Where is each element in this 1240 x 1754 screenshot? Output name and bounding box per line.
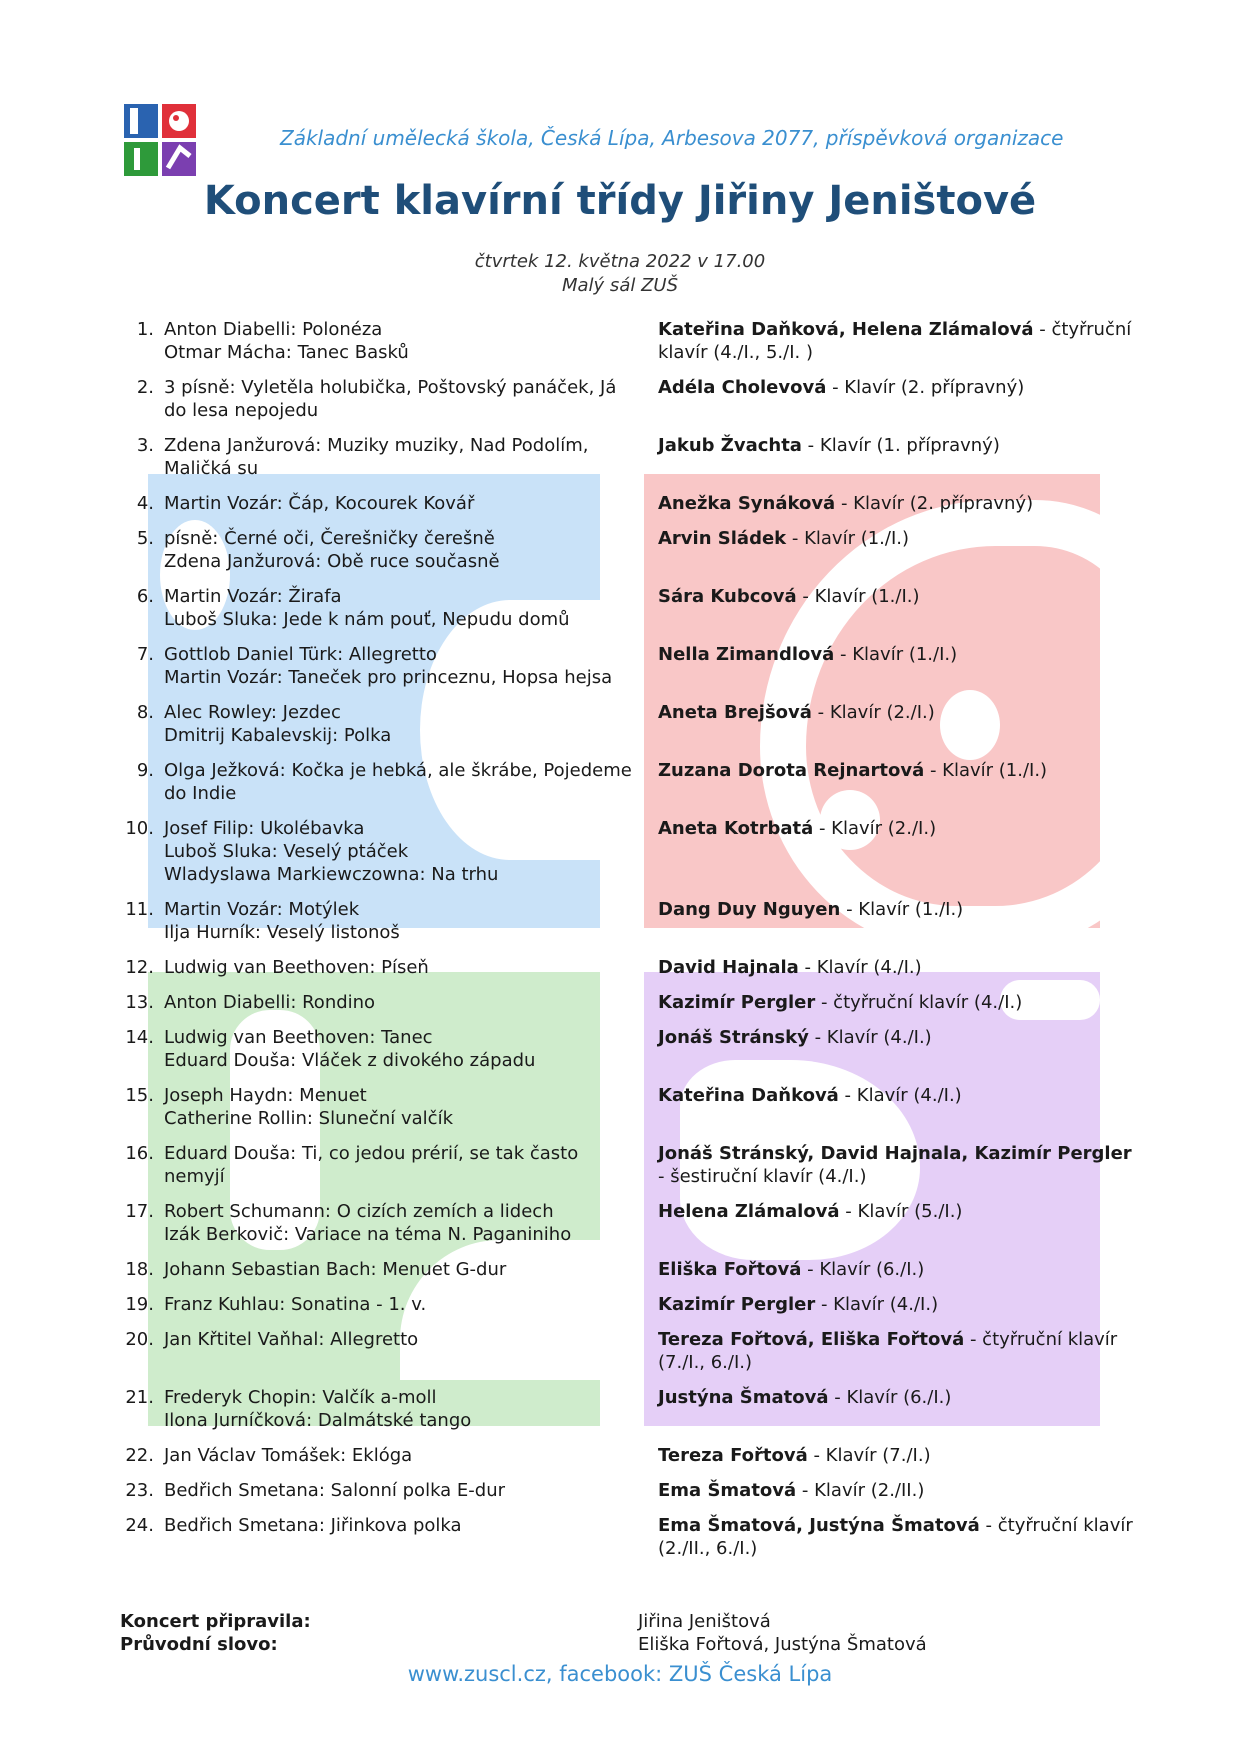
program-item-piece: Anton Diabelli: Rondino xyxy=(164,992,376,1013)
program-item-performer xyxy=(658,434,1134,480)
program-item-performer xyxy=(658,1084,1134,1130)
program-item-number: 7. xyxy=(136,644,154,665)
program-item-piece: Martin Vozár: Žirafa Luboš Sluka: Jede k nám pouť, Nepudu domů xyxy=(164,586,570,630)
program-item-piece: Alec Rowley: Jezdec Dmitrij Kabalevskij: Polka xyxy=(164,702,392,746)
program-item xyxy=(114,759,1134,805)
program-list xyxy=(114,318,1134,1572)
program-item-performer xyxy=(658,817,1134,886)
program-item-piece: Frederyk Chopin: Valčík a-moll Ilona Jurníčková: Dalmátské tango xyxy=(164,1387,472,1431)
performer-name: Helena Zlámalová xyxy=(658,1201,840,1222)
performer-instrument: - Klavír (2. přípravný) xyxy=(826,377,1025,398)
program-item-piece: 3 písně: Vyletěla holubička, Poštovský panáček, Já do lesa nepojedu xyxy=(164,377,617,421)
performer-instrument: - Klavír (4./I.) xyxy=(798,957,922,978)
performer-name: Justýna Šmatová xyxy=(658,1387,829,1408)
performer-name: David Hajnala xyxy=(658,957,799,978)
program-item xyxy=(114,318,1134,364)
prepared-label: Koncert připravila: xyxy=(120,1611,311,1632)
performer-instrument: - Klavír (4./I.) xyxy=(815,1294,939,1315)
program-item-number: 16. xyxy=(125,1143,154,1164)
program-item xyxy=(114,1444,1134,1467)
program-item-piece: písně: Černé oči, Čerešničky čerešně Zdena Janžurová: Obě ruce současně xyxy=(164,528,500,572)
performer-instrument: - Klavír (7./I.) xyxy=(807,1445,931,1466)
program-item-number: 4. xyxy=(136,493,154,514)
program-item xyxy=(114,1200,1134,1246)
program-item xyxy=(114,1328,1134,1374)
program-item-number: 14. xyxy=(125,1027,154,1048)
program-item-performer xyxy=(658,1293,1134,1316)
performer-instrument: - čtyřruční klavír (2./II., 6./I.) xyxy=(658,1515,1133,1559)
performer-instrument: - Klavír (1./I.) xyxy=(834,644,958,665)
program-item xyxy=(114,1479,1134,1502)
performer-name: Kateřina Daňková xyxy=(658,1085,839,1106)
performer-name: Dang Duy Nguyen xyxy=(658,899,841,920)
program-item-performer xyxy=(658,1386,1134,1432)
speech-label: Průvodní slovo: xyxy=(120,1634,278,1655)
program-item-performer xyxy=(658,956,1134,979)
school-logo xyxy=(124,104,196,176)
program-item-performer xyxy=(658,1514,1134,1560)
program-item-piece: Jan Křtitel Vaňhal: Allegretto xyxy=(164,1329,419,1350)
program-item-piece: Bedřich Smetana: Salonní polka E-dur xyxy=(164,1480,506,1501)
performer-instrument: - Klavír (5./I.) xyxy=(839,1201,963,1222)
performer-name: Sára Kubcová xyxy=(658,586,797,607)
program-item xyxy=(114,898,1134,944)
program-item-piece: Johann Sebastian Bach: Menuet G-dur xyxy=(164,1259,507,1280)
program-item-performer xyxy=(658,701,1134,747)
performer-name: Adéla Cholevová xyxy=(658,377,827,398)
performer-name: Ema Šmatová, Justýna Šmatová xyxy=(658,1515,980,1536)
performer-name: Kateřina Daňková, Helena Zlámalová xyxy=(658,319,1034,340)
performer-name: Jonáš Stránský xyxy=(658,1027,809,1048)
program-item-piece: Ludwig van Beethoven: Píseň xyxy=(164,957,429,978)
performer-instrument: - šestiruční klavír (4./I.) xyxy=(658,1166,867,1187)
performer-name: Aneta Kotrbatá xyxy=(658,818,814,839)
performer-instrument: - Klavír (6./I.) xyxy=(828,1387,952,1408)
performer-name: Aneta Brejšová xyxy=(658,702,812,723)
program-item-number: 17. xyxy=(125,1201,154,1222)
program-item-piece: Joseph Haydn: Menuet Catherine Rollin: Sluneční valčík xyxy=(164,1085,454,1129)
performer-name: Anežka Synáková xyxy=(658,493,836,514)
program-item-performer xyxy=(658,527,1134,573)
program-item xyxy=(114,585,1134,631)
program-item xyxy=(114,376,1134,422)
program-item xyxy=(114,1386,1134,1432)
prepared-value: Jiřina Jeništová xyxy=(638,1611,771,1632)
page-title: Koncert klavírní třídy Jiřiny Jeništové xyxy=(203,178,1037,224)
program-item-number: 5. xyxy=(136,528,154,549)
performer-name: Kazimír Pergler xyxy=(658,992,816,1013)
program-item-piece: Franz Kuhlau: Sonatina - 1. v. xyxy=(164,1294,427,1315)
program-item-number: 1. xyxy=(136,319,154,340)
program-item-performer xyxy=(658,643,1134,689)
performer-instrument: - čtyřruční klavír (7./I., 6./I.) xyxy=(658,1329,1118,1373)
program-item xyxy=(114,1084,1134,1130)
program-item-performer xyxy=(658,898,1134,944)
performer-instrument: - Klavír (2. přípravný) xyxy=(835,493,1034,514)
program-item-piece: Martin Vozár: Motýlek Ilja Hurník: Veselý listonoš xyxy=(164,899,400,943)
program-item-performer xyxy=(658,376,1134,422)
program-item-number: 9. xyxy=(136,760,154,781)
program-item-performer xyxy=(658,759,1134,805)
program-item-piece: Gottlob Daniel Türk: Allegretto Martin Vozár: Taneček pro princeznu, Hopsa hejsa xyxy=(164,644,613,688)
performer-instrument: - Klavír (2./I.) xyxy=(813,818,937,839)
program-item-number: 12. xyxy=(125,957,154,978)
performer-instrument: - Klavír (4./I.) xyxy=(808,1027,932,1048)
performer-instrument: - Klavír (1./I.) xyxy=(840,899,964,920)
program-item xyxy=(114,1026,1134,1072)
program-item-piece: Jan Václav Tomášek: Eklóga xyxy=(164,1445,413,1466)
performer-instrument: - Klavír (1. přípravný) xyxy=(801,435,1000,456)
performer-instrument: - Klavír (2./I.) xyxy=(811,702,935,723)
performer-instrument: - Klavír (1./I.) xyxy=(786,528,910,549)
speech-value: Eliška Fořtová, Justýna Šmatová xyxy=(638,1634,927,1655)
performer-instrument: - Klavír (1./I.) xyxy=(924,760,1048,781)
program-item-number: 24. xyxy=(125,1515,154,1536)
program-item-number: 23. xyxy=(125,1480,154,1501)
program-item-piece: Ludwig van Beethoven: Tanec Eduard Douša: Vláček z divokého západu xyxy=(164,1027,536,1071)
program-item-number: 22. xyxy=(125,1445,154,1466)
program-item xyxy=(114,817,1134,886)
program-item-performer xyxy=(658,1142,1134,1188)
program-item-performer xyxy=(658,1328,1134,1374)
performer-name: Kazimír Pergler xyxy=(658,1294,816,1315)
program-item-performer xyxy=(658,318,1134,364)
school-name: Základní umělecká škola, Česká Lípa, Arbesova 2077, příspěvková organizace xyxy=(280,126,1064,150)
performer-instrument: - Klavír (2./II.) xyxy=(796,1480,925,1501)
program-item-performer xyxy=(658,1258,1134,1281)
program-item-number: 19. xyxy=(125,1294,154,1315)
concert-date-venue xyxy=(0,250,1240,298)
program-item xyxy=(114,643,1134,689)
program-item-performer xyxy=(658,492,1134,515)
performer-name: Tereza Fořtová, Eliška Fořtová xyxy=(658,1329,965,1350)
program-item-performer xyxy=(658,585,1134,631)
program-item-number: 8. xyxy=(136,702,154,723)
program-item-piece: Anton Diabelli: Polonéza Otmar Mácha: Tanec Basků xyxy=(164,319,409,363)
performer-instrument: - Klavír (4./I.) xyxy=(838,1085,962,1106)
program-item-piece: Robert Schumann: O cizích zemích a lidech Izák Berkovič: Variace na téma N. Paganiniho xyxy=(164,1201,572,1245)
performer-instrument: - čtyřruční klavír (4./I.) xyxy=(815,992,1023,1013)
program-item-number: 21. xyxy=(125,1387,154,1408)
performer-name: Jonáš Stránský, David Hajnala, Kazimír Pergler xyxy=(658,1143,1132,1164)
program-item-number: 6. xyxy=(136,586,154,607)
program-item-piece: Josef Filip: Ukolébavka Luboš Sluka: Veselý ptáček Wladyslawa Markiewczowna: Na trhu xyxy=(164,818,499,885)
concert-venue: Malý sál ZUŠ xyxy=(562,275,678,296)
program-item-piece: Olga Ježková: Kočka je hebká, ale škrábe, Pojedeme do Indie xyxy=(164,760,632,804)
program-item xyxy=(114,1293,1134,1316)
program-item-performer xyxy=(658,1479,1134,1502)
performer-name: Tereza Fořtová xyxy=(658,1445,808,1466)
performer-instrument: - Klavír (1./I.) xyxy=(796,586,920,607)
performer-name: Jakub Žvachta xyxy=(658,435,802,456)
program-item-piece: Martin Vozár: Čáp, Kocourek Kovář xyxy=(164,493,475,514)
website-link[interactable]: www.zuscl.cz, facebook: ZUŠ Česká Lípa xyxy=(407,1662,833,1686)
program-item-performer xyxy=(658,1200,1134,1246)
performer-instrument: - Klavír (6./I.) xyxy=(801,1259,925,1280)
program-item-number: 18. xyxy=(125,1259,154,1280)
program-item-number: 11. xyxy=(125,899,154,920)
performer-name: Zuzana Dorota Rejnartová xyxy=(658,760,925,781)
program-item xyxy=(114,527,1134,573)
program-item-performer xyxy=(658,1026,1134,1072)
performer-name: Arvin Sládek xyxy=(658,528,787,549)
performer-name: Ema Šmatová xyxy=(658,1480,797,1501)
program-item-number: 2. xyxy=(136,377,154,398)
program-item-piece: Bedřich Smetana: Jiřinkova polka xyxy=(164,1515,462,1536)
program-item xyxy=(114,1514,1134,1560)
program-item xyxy=(114,1258,1134,1281)
program-item-number: 3. xyxy=(136,435,154,456)
concert-date: čtvrtek 12. května 2022 v 17.00 xyxy=(474,251,766,272)
program-item xyxy=(114,991,1134,1014)
program-item-number: 20. xyxy=(125,1329,154,1350)
program-item-performer xyxy=(658,1444,1134,1467)
program-item xyxy=(114,434,1134,480)
performer-name: Nella Zimandlová xyxy=(658,644,835,665)
program-item-piece: Zdena Janžurová: Muziky muziky, Nad Podolím, Maličká su xyxy=(164,435,589,479)
program-item-number: 10. xyxy=(125,818,154,839)
program-item-number: 15. xyxy=(125,1085,154,1106)
program-item-number: 13. xyxy=(125,992,154,1013)
program-item-piece: Eduard Douša: Ti, co jedou prérií, se tak často nemyjí xyxy=(164,1143,579,1187)
program-item-performer xyxy=(658,991,1134,1014)
program-item xyxy=(114,1142,1134,1188)
program-item xyxy=(114,492,1134,515)
performer-instrument: - čtyřruční klavír (4./I., 5./I. ) xyxy=(658,319,1132,363)
program-item xyxy=(114,956,1134,979)
performer-name: Eliška Fořtová xyxy=(658,1259,802,1280)
program-item xyxy=(114,701,1134,747)
